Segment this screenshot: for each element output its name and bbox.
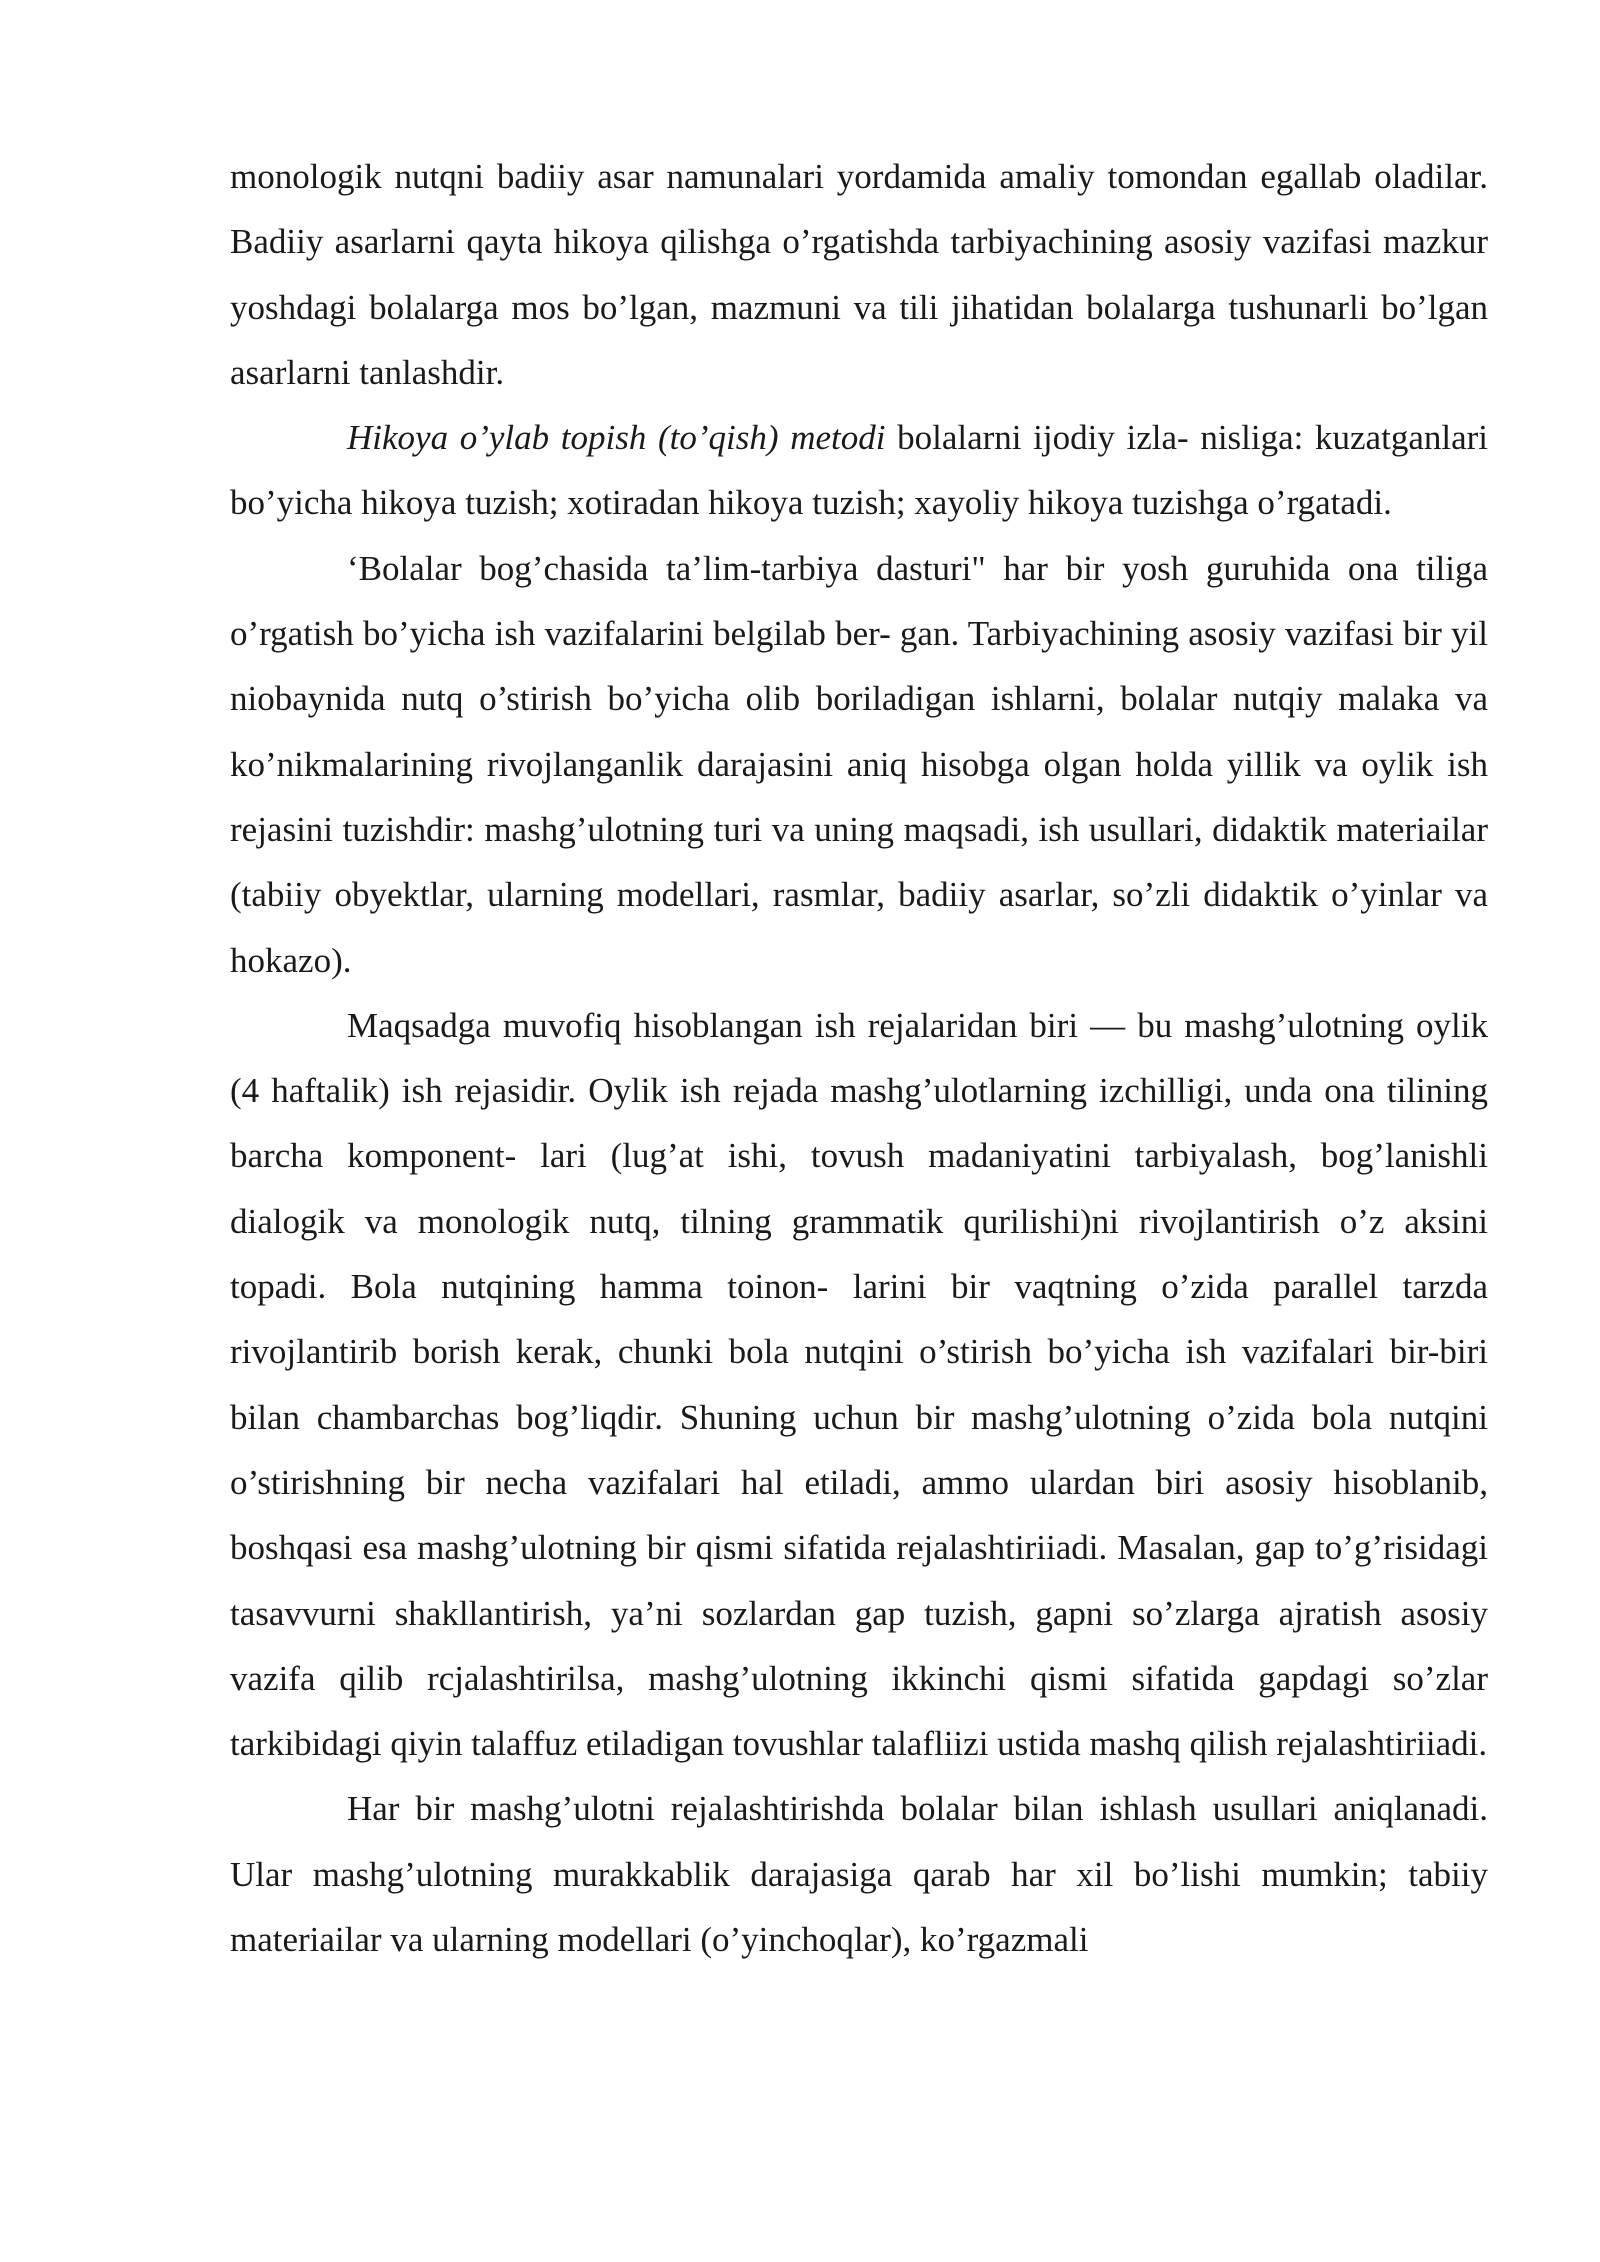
paragraph-3-text: ‘Bolalar bog’chasida ta’lim-tarbiya dasturi" har bir yosh guruhida ona tiliga o’rgatish bo’yicha ish vazifalarini belgilab ber- gan. Tarbiyachining asosiy vazifasi bir yil niobaynida nutq o’stirish bo’yicha olib boriladigan ishlarni, bolalar nutqiy malaka va ko’nikmalarining rivojlanganlik darajasini aniq hisobga olgan holda yillik va oylik ish rejasini tuzishdir: mashg’ulotning turi va uning maqsadi, ish usullari, didaktik materiailar (tabiiy obyektlar, ularning modellari, rasmlar, badiiy asarlar, so’zli didaktik o’yinlar va hokazo). bbox=[230, 548, 1488, 980]
paragraph-2 bbox=[230, 405, 1488, 536]
paragraph-5-text: Har bir mashg’ulotni rejalashtirishda bolalar bilan ishlash usullari aniqlanadi. Ular mashg’ulotning murakkablik darajasiga qarab har xil bo’lishi mumkin; tabiiy materiailar va ularning modellari (o’yinchoqlar), ko’rgazmali bbox=[230, 1789, 1488, 1960]
paragraph-3 bbox=[230, 536, 1488, 993]
paragraph-2-text: bolalarni ijodiy izla- nisliga: kuzatganlari bo’yicha hikoya tuzish; xotiradan hikoya tuzish; xayoliy hikoya tuzishga o’rgatadi. bbox=[230, 418, 1488, 523]
paragraph-5 bbox=[230, 1776, 1488, 1972]
method-term-italic: Hikoya o’ylab topish (to’qish) metodi bbox=[347, 418, 886, 458]
paragraph-4 bbox=[230, 993, 1488, 1777]
paragraph-4-text: Maqsadga muvofiq hisoblangan ish rejalaridan biri — bu mashg’ulotning oylik (4 haftalik) ish rejasidir. Oylik ish rejada mashg’ulotlarning izchilligi, unda ona tilining barcha komponent- lari (lug’at ishi, tovush madaniyatini tarbiyalash, bog’lanishli dialogik va monologik nutq, tilning grammatik qurilishi)ni rivojlantirish o’z aksini topadi. Bola nutqining hamma toinon- larini bir vaqtning o’zida parallel tarzda rivojlantirib borish kerak, chunki bola nutqini o’stirish bo’yicha ish vazifalari bir-biri bilan chambarchas bog’liqdir. Shuning uchun bir mashg’ulotning o’zida bola nutqini o’stirishning bir necha vazifalari hal etiladi, ammo ulardan biri asosiy hisoblanib, boshqasi esa mashg’ulotning bir qismi sifatida rejalashtiriiadi. Masalan, gap to’g’risidagi tasavvurni shakllantirish, ya’ni sozlardan gap tuzish, gapni so’zlarga ajratish asosiy vazifa qilib rcjalashtirilsa, mashg’ulotning ikkinchi qismi sifatida gapdagi so’zlar tarkibidagi qiyin talaffuz etiladigan tovushlar talafliizi ustida mashq qilish rejalashtiriiadi. bbox=[230, 1005, 1488, 1764]
body-text bbox=[230, 144, 1488, 1972]
paragraph-1 bbox=[230, 144, 1488, 405]
paragraph-1-text: monologik nutqni badiiy asar namunalari yordamida amaliy tomondan egallab oladilar. Badiiy asarlarni qayta hikoya qilishga o’rgatishda tarbiyachining asosiy vazifasi mazkur yoshdagi bolalarga mos bo’lgan, mazmuni va tili jihatidan bolalarga tushunarli bo’lgan asarlarni tanlashdir. bbox=[230, 157, 1488, 392]
